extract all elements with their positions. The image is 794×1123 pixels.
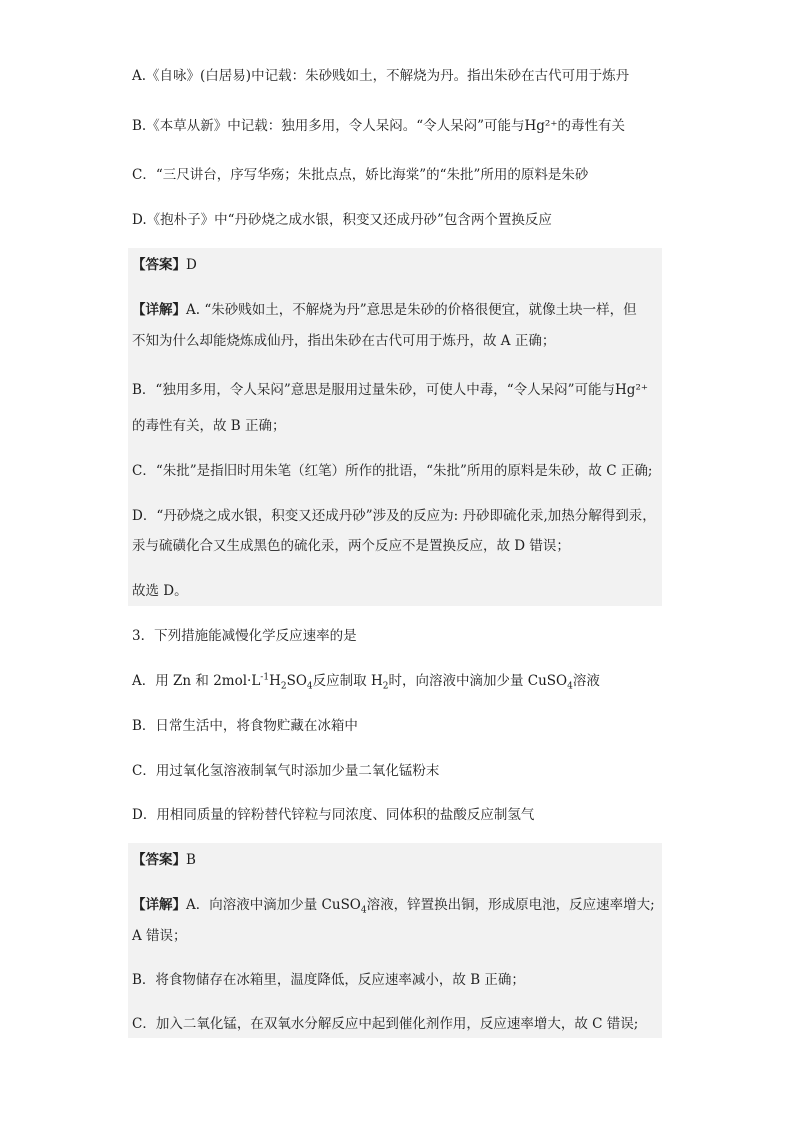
q2-detail-line: 不知为什么却能烧炼成仙丹，指出朱砂在古代可用于炼丹，故 A 正确； xyxy=(132,333,556,349)
q3-option-a xyxy=(132,671,672,691)
subscript: 4 xyxy=(306,681,313,692)
q2-option-d: D.《抱朴子》中“丹砂烧之成水银，积变又还成丹砂”包含两个置换反应 xyxy=(132,212,552,228)
detail-tag: 【详解】 xyxy=(132,897,186,913)
q2-detail-line xyxy=(132,300,672,320)
q3-answer xyxy=(132,850,672,870)
subscript: 4 xyxy=(360,905,367,916)
q2-answer xyxy=(132,255,672,275)
q2-detail-line: 故选 D。 xyxy=(132,583,188,599)
answer-value: B xyxy=(186,852,196,868)
q3-detail-line xyxy=(132,895,672,915)
superscript: -1 xyxy=(260,672,270,683)
text-part: 溶液 xyxy=(572,673,600,689)
answer-tag: 【答案】 xyxy=(132,257,186,273)
answer-tag: 【答案】 xyxy=(132,852,186,868)
text-part: 时，向溶液中滴加少量 CuSO xyxy=(388,673,568,689)
q3-detail-line: A 错误； xyxy=(132,928,187,944)
text-part: 反应制取 H xyxy=(312,673,383,689)
q3-stem: 3．下列措施能减慢化学反应速率的是 xyxy=(132,628,357,644)
q3-option-d: D．用相同质量的锌粉替代锌粒与同浓度、同体积的盐酸反应制氢气 xyxy=(132,807,535,823)
q2-option-c: C．“三尺讲台，序写华殇；朱批点点，娇比海棠”的“朱批”所用的原料是朱砂 xyxy=(132,167,589,183)
text-part: A．向溶液中滴加少量 CuSO xyxy=(186,897,361,913)
q2-option-a: A.《自咏》(白居易)中记载：朱砂贱如土，不解烧为丹。指出朱砂在古代可用于炼丹 xyxy=(132,68,630,84)
q2-detail-line: 汞与硫磺化合又生成黑色的硫化汞，两个反应不是置换反应，故 D 错误； xyxy=(132,538,570,554)
subscript: 2 xyxy=(382,681,389,692)
q2-detail-line: C．“朱批”是指旧时用朱笔（红笔）所作的批语，“朱批”所用的原料是朱砂，故 C 正确; xyxy=(132,463,653,479)
text-part: H xyxy=(269,673,281,689)
subscript: 2 xyxy=(280,681,287,692)
q3-detail-line: B．将食物储存在冰箱里，温度降低，反应速率减小，故 B 正确； xyxy=(132,972,525,988)
q3-detail-line: C．加入二氧化锰，在双氧水分解反应中起到催化剂作用，反应速率增大，故 C 错误; xyxy=(132,1016,639,1032)
q3-option-b: B．日常生活中，将食物贮藏在冰箱中 xyxy=(132,718,358,734)
subscript: 4 xyxy=(567,681,573,692)
q2-detail-line: D．“丹砂烧之成水银，积变又还成丹砂”涉及的反应为: 丹砂即硫化汞,加热分解得到汞， xyxy=(132,508,656,524)
q2-detail-line: B．“独用多用，令人呆闷”意思是服用过量朱砂，可使人中毒，“令人呆闷”可能与Hg²⁺ xyxy=(132,382,648,398)
detail-tag: 【详解】 xyxy=(132,302,186,318)
detail-text: A. “朱砂贱如土，不解烧为丹”意思是朱砂的价格很便宜，就像土块一样，但 xyxy=(186,302,637,318)
q2-option-b: B.《本草从新》中记载：独用多用，令人呆闷。“令人呆闷”可能与Hg²⁺的毒性有关 xyxy=(132,118,625,134)
q2-detail-line: 的毒性有关，故 B 正确； xyxy=(132,418,286,434)
answer-value: D xyxy=(186,257,197,273)
text-part: 溶液，锌置换出铜，形成原电池，反应速率增大; xyxy=(366,897,655,913)
q3-option-c: C．用过氧化氢溶液制氧气时添加少量二氧化锰粉末 xyxy=(132,763,440,779)
text-part: A．用 Zn 和 2mol·L xyxy=(132,673,261,689)
text-part: SO xyxy=(286,673,307,689)
